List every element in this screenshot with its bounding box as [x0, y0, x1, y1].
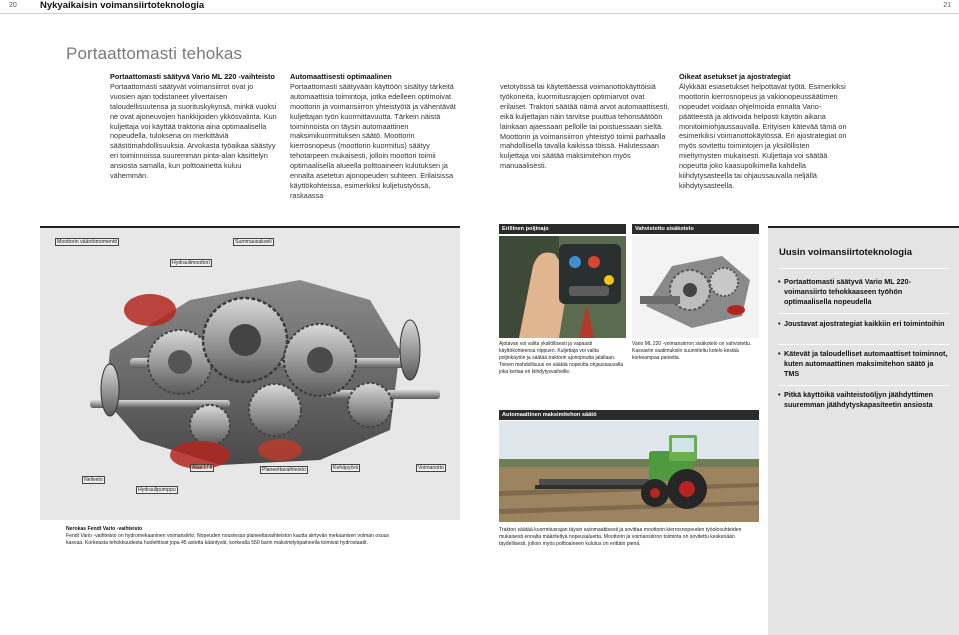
illustration-top-rule: [40, 226, 460, 228]
tractor-caption: Traktori säätää kuormitusrajan täysin automaattisesti ja sovittaa moottorin kierrosnopeuden työolosuhteiden mukaisesti ennalta määriteltyä nopeusaluetta. Moottorin ja voimansiirron toiminta on sovitettu keskenään täydellisesti, jolloin myös polttoaineen kulutus on erittäin pienä.: [499, 527, 742, 547]
joystick-photo: [499, 236, 626, 338]
callout-planetary: Planeettavaihteisto: [262, 467, 306, 473]
text-column-4: [679, 72, 851, 191]
callout-pto: Voimanotto: [418, 465, 444, 471]
callout-motor-torque: Moottorin vääntömomentti: [57, 239, 117, 245]
tractor-field-photo: [499, 421, 759, 522]
text-column-1: [110, 72, 280, 181]
col1-heading: Portaattomasti säätyvä Vario ML 220 -vaihteisto: [110, 72, 275, 81]
caption-title: Nerokas Fendt Vario -vaihteisto: [66, 526, 143, 532]
sidebar-divider: [779, 344, 949, 345]
col3-body: vetotyössä tai käytettäessä voimanottokäyttöisiä työkoneita, kuormitusrajojen optimiarvot ovat erilaiset. Traktori säätää nämä arvot automaattisesti, eikä kuljettajan näin tarvitse puuttua tehonsäätöön lainkaan ajaessaan pellolle tai poistuessaan sieltä. Moottorin ja voimansiirron yhteistyö toimii parhaalla mahdollisella tavalla kaikissa töissä. Halutessaan kuljettaja voi säätää maksimitehon myös manuaalisesti.: [500, 82, 670, 171]
col1-body: Portaattomasti säätyvät voimansiirrot ovat jo vuosien ajan todistaneet ylivertaisen taloudellisuutensa ja suorituskykynsä, minkä vuoksi ne ovat ajoneuvojen hankkijoiden ykkösvalinta. Kun kuljettaja voi käyttää traktoria aina optimaalisella nopeudella, tuloksena on merkittäviä säästömahdollisuuksia. Arvokasta työaikaa säästyy eri toiminnoissa suuremman pinta-alan käsittelyn ansiosta samalla, kun polttoainetta kuluu vähemmän.: [110, 81, 277, 181]
callout-all-wheel: Neliveto: [84, 477, 103, 483]
sidebar-feature: • Portaattomasti säätyvä Vario ML 220-voimansiirto tehokkaaseen työhön optimaalisella nopeudella: [778, 277, 950, 307]
housing-photo: [632, 236, 759, 338]
header-title: Nykyaikaisin voimansiirtoteknologia: [40, 0, 205, 11]
callout-hydraulic-pump: Hydraulipumppu: [138, 487, 176, 493]
header-divider: [0, 13, 959, 14]
tag-housing: Vahvistettu sisäkotelo: [632, 224, 759, 234]
page-number-right: 21: [943, 2, 951, 9]
callout-range: Alue I / II: [192, 465, 213, 471]
page-header: [0, 0, 959, 14]
callout-summing-shaft: Summausakseli: [235, 239, 272, 245]
tractor-field-photo-art: [499, 421, 759, 522]
housing-photo-art: [632, 236, 759, 338]
text-column-2: [290, 72, 462, 201]
sidebar-feature: • Kätevät ja taloudelliset automaattiset toiminnot, kuten automaattinen maksimitehon säätö ja TMS: [778, 349, 950, 379]
joystick-caption: Ajotavan voi valita yksilöllisesti ja vapaasti käyttökohteensa riippuen. Kuljettaja voi valita poljinkäytön ja säätää traktorin ajonopeutta jalallaan. Toinen mahdollisuus on säätää nopeutta ohjaussauvalla joka kertaa eri kiihdytysvaiheille.: [499, 341, 623, 375]
sidebar-divider: [779, 385, 949, 386]
illustration-caption: [66, 526, 396, 547]
col2-heading: Automaattisesti optimaalinen: [290, 72, 392, 81]
col4-heading: Oikeat asetukset ja ajostrategiat: [679, 72, 791, 81]
col2-body: Portaattomasti säätyvään käyttöön sisältyy tärkeitä automaattisia toimintoja, jotka edelleen optimoivat moottorin ja voimansiirron yhteistyötä ja vähentävät kuljettajan työn kuormittavuutta. Tärkein näistä toiminnoista on täysin automaattinen maksimikuormituksen säätö. Moottorin kierrosnopeus (moottorin kuormitus) säätyy tehotarpeen mukaisesti, jolloin moottori toimii optimaalisella alueella polttoaineen kulutuksen ja ennalta asetetun ajonopeuden suhteen. Erilaisissa käyttökohteissa, esimerkiksi kuljetustyössä, raskaassa: [290, 81, 456, 200]
sidebar-divider: [779, 268, 949, 269]
text-column-3: [500, 82, 670, 171]
sidebar-top-rule: [768, 226, 959, 228]
page-title: Portaattomasti tehokas: [66, 44, 243, 63]
caption-body: Fendt Vario -vaihteisto on hydromekaaninen voimansiirto. Nopeuden noustessa planeettavaihteiston kautta siirtyvän mekaanisen voiman osuus kasvaa. Korkeasta tehokkuudesta huolehtivat jopa 45 astetta kääntyvät, korkealla 550 barin maksimityöpaineella toimivat hydrostaatit.: [66, 533, 389, 546]
joystick-photo-art: [499, 236, 626, 338]
housing-caption: Vario ML 220 -voimansiirron sisäkotelo on vahvistettu. Kasvaviin vaatimuksiin suunniteltu kotelo kestää korkeampaa painetta.: [632, 341, 752, 361]
tag-auto-limit: Automaattinen maksimitehon säätö: [499, 410, 759, 420]
col4-body: Älykkäät esiasetukset helpottavat työtä. Esimerkiksi moottorin kierrosnopeus ja vakionopeussäätimen nopeudet voidaan ohjelmoida ennalta Vario-päätteestä ja aktivoida helposti käytön aikana monitoimiohjaussauvalla. Erityisen kätevää tämä on esimerkiksi voimanottokäytössä. Eri ajostrategiat on myös sovitettu toimintojen ja yksilöllisten mieltymysten mukaisesti. Kuljettaja voi säätää nopeutta joko kaasupolkimella kahdella kiihdytysasteella tai ohjaussauvalla neljällä kiihdytysasteella.: [679, 81, 847, 190]
callout-hydraulic-motor: Hydraulimoottori: [172, 260, 210, 266]
sidebar-feature: • Joustavat ajostrategiat kaikkiin eri toimintoihin: [778, 319, 950, 329]
tag-joystick: Erillinen poljinajo: [499, 224, 626, 234]
callout-crown-wheel: Kehäpyörä: [333, 465, 359, 471]
sidebar-title: Uusin voimansiirtoteknologia: [779, 247, 913, 258]
page-number-left: 20: [9, 2, 17, 9]
sidebar-feature: • Pitkä käyttöikä vaihteistoöljyn jäähdyttimen suuremman jäähdytyskapasiteetin ansiosta: [778, 390, 950, 410]
sidebar-divider: [779, 313, 949, 314]
